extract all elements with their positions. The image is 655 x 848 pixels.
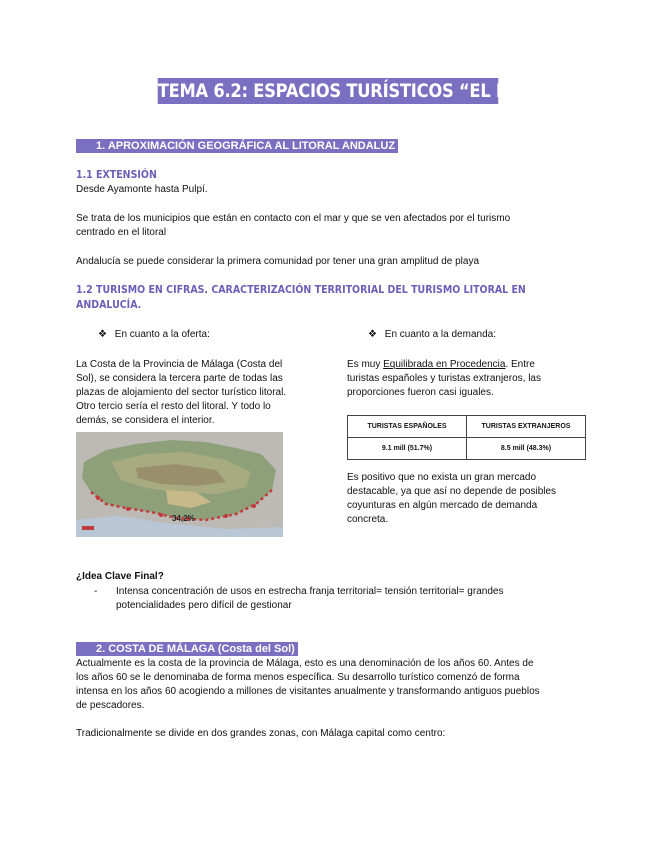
demanda-conclusion (347, 471, 556, 527)
idea-clave-line1: Intensa concentración de usos en estrecha franja territorial= tensión territorial= grandes (116, 586, 504, 597)
demanda-after-line: coyunturas en algún mercado de demanda (347, 500, 538, 511)
demanda-line: proporciones fueron casi iguales. (347, 387, 494, 398)
table-header-cell: TURISTAS EXTRANJEROS (467, 416, 586, 438)
oferta-paragraph (76, 358, 286, 428)
idea-clave-title: ¿Idea Clave Final? (76, 571, 164, 582)
oferta-line: La Costa de la Provincia de Málaga (Costa del (76, 359, 283, 370)
table-header-row (348, 416, 586, 438)
demanda-bullet (368, 329, 496, 340)
demanda-intro-post: . Entre (505, 359, 535, 370)
subsection-cifras-title-line2: ANDALUCÍA. (76, 299, 142, 311)
oferta-line: demás, se considera el interior. (76, 415, 215, 426)
subsection-cifras-title-line1: 1.2 TURISMO EN CIFRAS. CARACTERIZACIÓN TERRITORIAL DEL TURISMO LITORAL EN (76, 284, 526, 296)
andalucia-text: Andalucía se puede considerar la primera comunidad por tener una gran amplitud de playa (76, 256, 480, 267)
costa-line: Actualmente es la costa de la provincia de Málaga, esto es una denominación de los años 60. Antes de (76, 658, 534, 669)
map-percentage-label: 34,2% (172, 514, 195, 523)
document-title: TEMA 6.2: ESPACIOS TURÍSTICOS “EL LITORAL” (157, 80, 578, 102)
costa-line: intensa en los años 60 acogiendo a millones de visitantes anualmente y transformando antiguos pueblos (76, 686, 540, 697)
table-cell: 9.1 mill (51.7%) (348, 438, 467, 460)
dash-bullet: - (94, 586, 98, 597)
equilibrada-link[interactable]: Equilibrada en Procedencia (383, 359, 506, 370)
municipios-text-line2: centrado en el litoral (76, 227, 167, 238)
demanda-line: turistas españoles y turistas extranjeros, las (347, 373, 541, 384)
andalucia-map-image (76, 432, 283, 537)
demanda-after-line: destacable, ya que así no depende de posibles (347, 486, 557, 497)
table-row (348, 438, 586, 460)
oferta-label: En cuanto a la oferta: (114, 329, 210, 340)
oferta-line: Otro tercio sería el resto del litoral. Y todo lo (76, 401, 271, 412)
costa-malaga-paragraph (76, 657, 540, 713)
demanda-intro (347, 358, 541, 400)
oferta-line: Sol), se considera la tercera parte de todas las (76, 373, 283, 384)
demanda-intro-pre: Es muy (347, 359, 384, 370)
oferta-bullet (98, 329, 210, 340)
costa-line: los años 60 se le denominaba de forma menos específica. Su desarrollo turístico comenzó de forma (76, 672, 520, 683)
section2-heading: 2. COSTA DE MÁLAGA (Costa del Sol) (76, 642, 298, 656)
diamond-bullet-icon: ❖ (368, 329, 377, 340)
table-cell: 8.5 mill (48.3%) (467, 438, 586, 460)
demanda-label: En cuanto a la demanda: (384, 329, 496, 340)
costa-line: de pescadores. (76, 700, 145, 711)
section1-heading: 1. APROXIMACIÓN GEOGRÁFICA AL LITORAL ANDALUZ (76, 139, 398, 153)
table-header-cell: TURISTAS ESPAÑOLES (348, 416, 467, 438)
demanda-after-line: Es positivo que no exista un gran mercado (347, 472, 536, 483)
municipios-text-line1: Se trata de los municipios que están en contacto con el mar y que se ven afectados por el turismo (76, 213, 511, 224)
demanda-after-line: concreta. (347, 514, 389, 525)
oferta-line: plazas de alojamiento del sector turístico litoral. (76, 387, 287, 398)
turistas-table (347, 415, 586, 460)
extension-text: Desde Ayamonte hasta Pulpí. (76, 184, 208, 195)
idea-clave-line2: potencialidades pero difícil de gestionar (116, 600, 292, 611)
diamond-bullet-icon: ❖ (98, 329, 107, 340)
division-text: Tradicionalmente se divide en dos grandes zonas, con Málaga capital como centro: (76, 728, 446, 739)
subsection-extension-title: 1.1 EXTENSIÓN (76, 169, 157, 181)
